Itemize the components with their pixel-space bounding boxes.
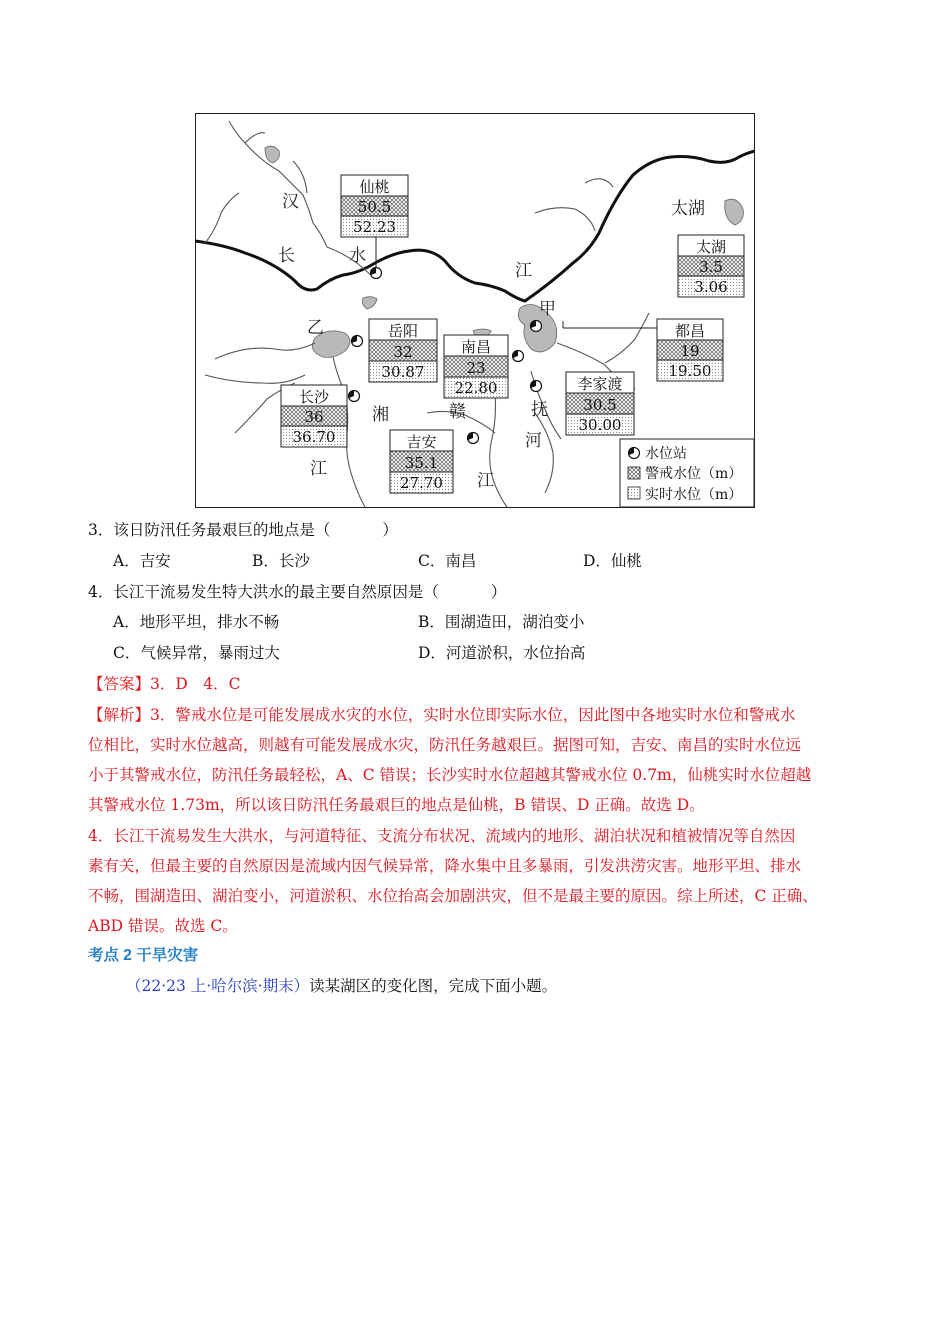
station-realtime-level: 27.70 — [400, 474, 443, 492]
label-chang: 长 — [278, 246, 295, 266]
station-name: 都昌 — [674, 322, 706, 340]
analysis-p4-line-1: 4．长江干流易发生大洪水，与河道特征、支流分布状况、流域内的地形、湖泊状况和植被情况等自然因 — [88, 827, 796, 845]
station-warning-level: 3.5 — [699, 258, 723, 276]
analysis-line-1 — [88, 705, 795, 725]
q4-option-d: D．河道淤积，水位抬高 — [418, 644, 586, 662]
question-3-stem — [88, 520, 398, 540]
analysis-p4-line-3: 不畅，围湖造田、湖泊变小，河道淤积、水位抬高会加剧洪灾，但不是最主要的原因。综上所述，C 正确、 — [88, 887, 818, 905]
station-realtime-level: 36.70 — [292, 428, 336, 446]
station-box-duchang — [657, 319, 723, 381]
analysis-p3-line-4: 其警戒水位 1.73m，所以该日防汛任务最艰巨的地点是仙桃，B 错误、D 正确。故选 D。 — [88, 796, 705, 814]
station-realtime-level: 22.80 — [454, 379, 498, 397]
q3-option-c: C．南昌 — [418, 552, 477, 570]
legend-realtime-swatch — [628, 487, 640, 499]
station-marker-jia — [531, 321, 542, 332]
q4-option-c: C．气候异常，暴雨过大 — [113, 644, 280, 662]
station-realtime-level: 30.87 — [381, 363, 425, 381]
legend-warning-swatch — [628, 467, 640, 479]
station-name: 李家渡 — [577, 375, 623, 393]
station-warning-level: 23 — [466, 359, 486, 377]
legend-station-label: 水位站 — [645, 446, 687, 462]
station-warning-level: 50.5 — [357, 198, 392, 216]
station-marker-lijiadu — [531, 381, 542, 392]
station-warning-level: 36 — [304, 408, 324, 426]
label-shui: 水 — [349, 246, 366, 266]
station-name: 仙桃 — [359, 178, 390, 196]
station-realtime-level: 52.23 — [353, 218, 396, 236]
label-jiang-main: 江 — [515, 261, 532, 281]
station-name: 长沙 — [298, 388, 330, 406]
answer-line — [88, 674, 241, 694]
station-warning-level: 19 — [680, 342, 700, 360]
station-warning-level: 30.5 — [583, 396, 617, 414]
station-box-nanchang — [444, 335, 508, 398]
station-warning-level: 35.1 — [404, 454, 439, 472]
intro-line — [126, 976, 557, 996]
analysis-p3-line-1: 3．警戒水位是可能发展成水灾的水位，实时水位即实际水位，因此图中各地实时水位和警戒水 — [150, 706, 796, 724]
station-marker-changsha — [349, 391, 360, 402]
station-box-yueyang — [369, 319, 437, 382]
label-he: 河 — [525, 431, 542, 451]
answer-label: 【答案】 — [88, 675, 151, 693]
station-warning-level: 32 — [393, 343, 413, 361]
q4-option-a: A．地形平坦，排水不畅 — [113, 613, 280, 631]
station-marker-yueyang — [352, 336, 363, 347]
question-3-close: ） — [382, 521, 398, 539]
label-taihu-lake: 太湖 — [671, 199, 705, 219]
label-jia: 甲 — [539, 299, 556, 319]
station-box-jian — [390, 430, 453, 493]
station-marker-nanchang — [513, 351, 524, 362]
station-box-lijiadu — [566, 372, 634, 435]
label-han: 汉 — [282, 192, 299, 212]
station-name: 吉安 — [406, 433, 437, 451]
label-yi: 乙 — [307, 318, 324, 338]
analysis-p4-line-2: 素有关，但最主要的自然原因是流域内因气候异常，降水集中且多暴雨，引发洪涝灾害。地形平坦、排水 — [88, 857, 802, 875]
question-4-close: ） — [490, 583, 507, 601]
station-realtime-level: 19.50 — [668, 362, 712, 380]
station-name: 岳阳 — [387, 322, 419, 340]
label-jiang-gan: 江 — [477, 471, 494, 491]
label-gan: 赣 — [449, 402, 466, 422]
analysis-p3-line-2: 位相比，实时水位越高，则越有可能发展成水灾，防汛任务越艰巨。据图可知，吉安、南昌的实时水位远 — [88, 736, 802, 754]
station-box-xiantao — [341, 175, 408, 237]
station-marker-jian — [468, 433, 479, 444]
station-box-taihu — [678, 235, 744, 297]
legend-station-icon — [629, 448, 640, 459]
map-legend — [620, 439, 754, 507]
answer-text: 3．D 4．C — [150, 675, 241, 693]
station-marker-xiantao — [371, 268, 382, 279]
section-title: 考点 2 干旱灾害 — [88, 947, 199, 964]
legend-realtime-label: 实时水位（m） — [645, 487, 743, 503]
station-realtime-level: 30.00 — [578, 416, 622, 434]
question-3-text: 3．该日防汛任务最艰巨的地点是（ — [88, 521, 331, 539]
station-name: 南昌 — [460, 338, 492, 356]
question-4-stem — [88, 582, 506, 602]
station-realtime-level: 3.06 — [694, 278, 728, 296]
analysis-label: 【解析】 — [88, 706, 151, 724]
q3-option-a: A．吉安 — [113, 552, 171, 570]
question-4-text: 4．长江干流易发生特大洪水的最主要自然原因是（ — [88, 583, 439, 601]
intro-source: （22·23 上·哈尔滨·期末） — [126, 977, 310, 995]
label-fu: 抚 — [531, 400, 548, 420]
analysis-p4-line-4: ABD 错误。故选 C。 — [88, 917, 238, 935]
q4-option-b: B．围湖造田，湖泊变小 — [418, 613, 585, 631]
station-name: 太湖 — [695, 238, 727, 256]
q3-option-b: B．长沙 — [252, 552, 310, 570]
station-box-changsha — [281, 385, 347, 447]
intro-text: 读某湖区的变化图，完成下面小题。 — [309, 977, 558, 995]
analysis-p3-line-3: 小于其警戒水位，防汛任务最轻松，A、C 错误；长沙实时水位超越其警戒水位 0.7m，仙桃实时水位超越 — [88, 766, 812, 784]
flood-map-figure — [195, 113, 755, 508]
label-jiang-xiang: 江 — [310, 459, 327, 479]
label-xiang: 湘 — [372, 405, 389, 425]
q3-option-d: D．仙桃 — [583, 552, 642, 570]
legend-warning-label: 警戒水位（m） — [645, 466, 743, 482]
